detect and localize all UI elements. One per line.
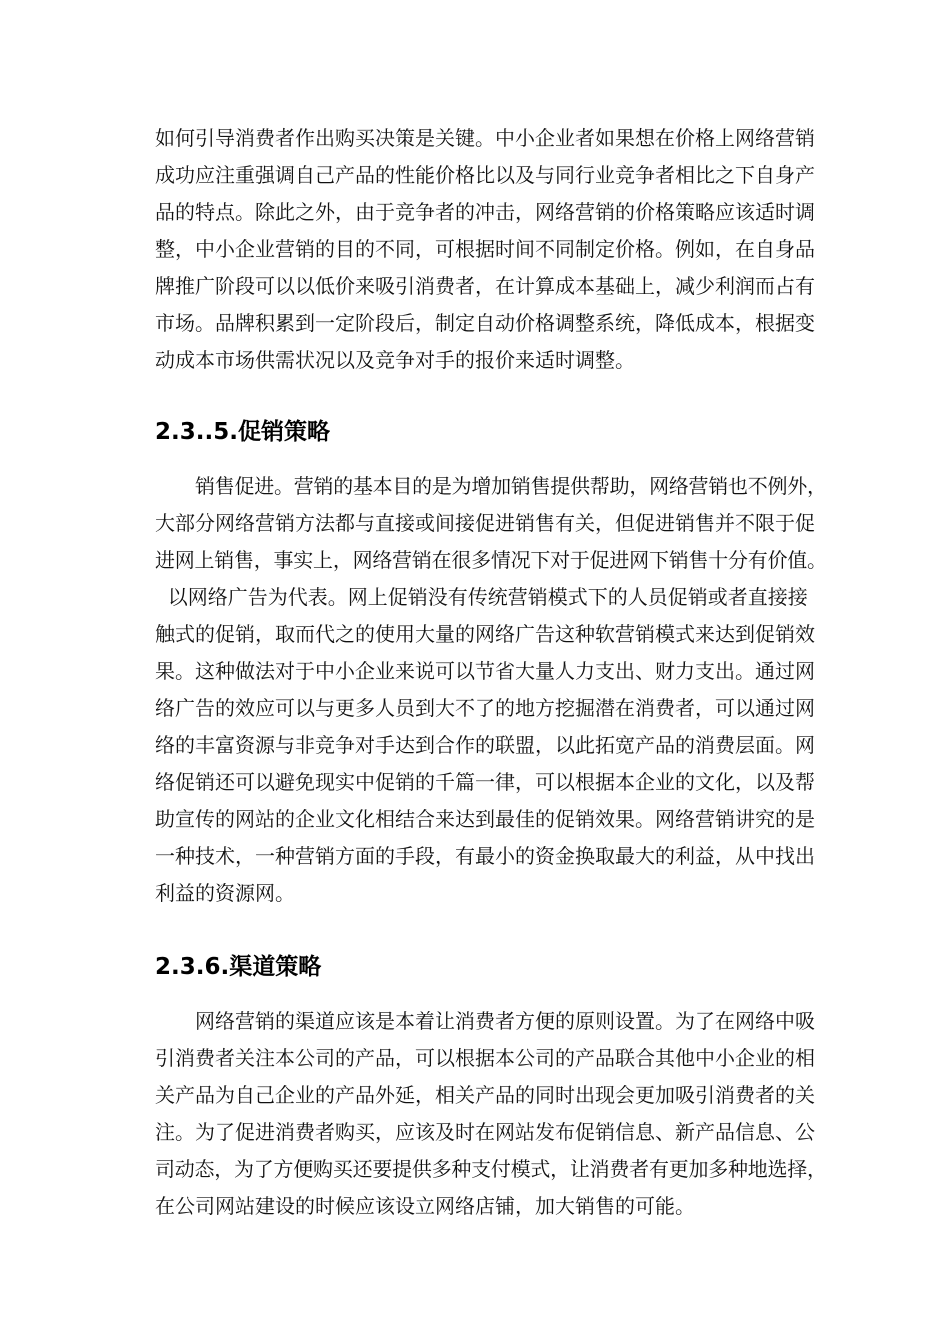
section-heading-promotion: 2.3..5.促销策略 — [155, 419, 330, 445]
paragraph-line: 利益的资源网。 — [155, 881, 295, 905]
paragraph-line: 络广告的效应可以与更多人员到大不了的地方挖掘潜在消费者，可以通过网 — [155, 696, 815, 720]
paragraph-line: 以网络广告为代表。网上促销没有传统营销模式下的人员促销或者直接接 — [155, 585, 808, 609]
channel-paragraph — [155, 1003, 827, 1225]
paragraph-line: 络促销还可以避免现实中促销的千篇一律，可以根据本企业的文化，以及帮 — [155, 770, 815, 794]
intro-paragraph — [155, 120, 827, 379]
paragraph-line: 络的丰富资源与非竞争对手达到合作的联盟，以此拓宽产品的消费层面。网 — [155, 733, 815, 757]
paragraph-line: 在公司网站建设的时候应该设立网络店铺，加大销售的可能。 — [155, 1194, 695, 1218]
paragraph-line: 动成本市场供需状况以及竞争对手的报价来适时调整。 — [155, 348, 635, 372]
paragraph-line: 整，中小企业营销的目的不同，可根据时间不同制定价格。例如，在自身品 — [155, 237, 815, 261]
paragraph-line: 注。为了促进消费者购买，应该及时在网站发布促销信息、新产品信息、公 — [155, 1120, 815, 1144]
paragraph-line: 大部分网络营销方法都与直接或间接促进销售有关，但促进销售并不限于促 — [155, 511, 815, 535]
paragraph-line: 品的特点。除此之外，由于竞争者的冲击，网络营销的价格策略应该适时调 — [155, 200, 815, 224]
paragraph-line: 关产品为自己企业的产品外延，相关产品的同时出现会更加吸引消费者的关 — [155, 1083, 815, 1107]
paragraph-line: 触式的促销，取而代之的使用大量的网络广告这种软营销模式来达到促销效 — [155, 622, 815, 646]
section-heading-channel: 2.3.6.渠道策略 — [155, 954, 322, 980]
paragraph-line: 司动态，为了方便购买还要提供多种支付模式，让消费者有更加多种地选择， — [155, 1157, 827, 1181]
paragraph-line: 进网上销售，事实上，网络营销在很多情况下对于促进网下销售十分有价值。 — [155, 548, 827, 572]
paragraph-line: 网络营销的渠道应该是本着让消费者方便的原则设置。为了在网络中吸 — [195, 1009, 815, 1033]
promotion-paragraph — [155, 468, 827, 912]
paragraph-line: 如何引导消费者作出购买决策是关键。中小企业者如果想在价格上网络营销 — [155, 126, 815, 150]
paragraph-line: 一种技术，一种营销方面的手段，有最小的资金换取最大的利益，从中找出 — [155, 844, 815, 868]
paragraph-line: 牌推广阶段可以以低价来吸引消费者，在计算成本基础上，减少利润而占有 — [155, 274, 815, 298]
paragraph-line: 助宣传的网站的企业文化相结合来达到最佳的促销效果。网络营销讲究的是 — [155, 807, 815, 831]
paragraph-line: 果。这种做法对于中小企业来说可以节省大量人力支出、财力支出。通过网 — [155, 659, 815, 683]
paragraph-line: 成功应注重强调自己产品的性能价格比以及与同行业竞争者相比之下自身产 — [155, 163, 815, 187]
paragraph-line: 市场。品牌积累到一定阶段后，制定自动价格调整系统，降低成本，根据变 — [155, 311, 815, 335]
paragraph-line: 引消费者关注本公司的产品，可以根据本公司的产品联合其他中小企业的相 — [155, 1046, 815, 1070]
paragraph-line: 销售促进。营销的基本目的是为增加销售提供帮助，网络营销也不例外， — [195, 474, 827, 498]
